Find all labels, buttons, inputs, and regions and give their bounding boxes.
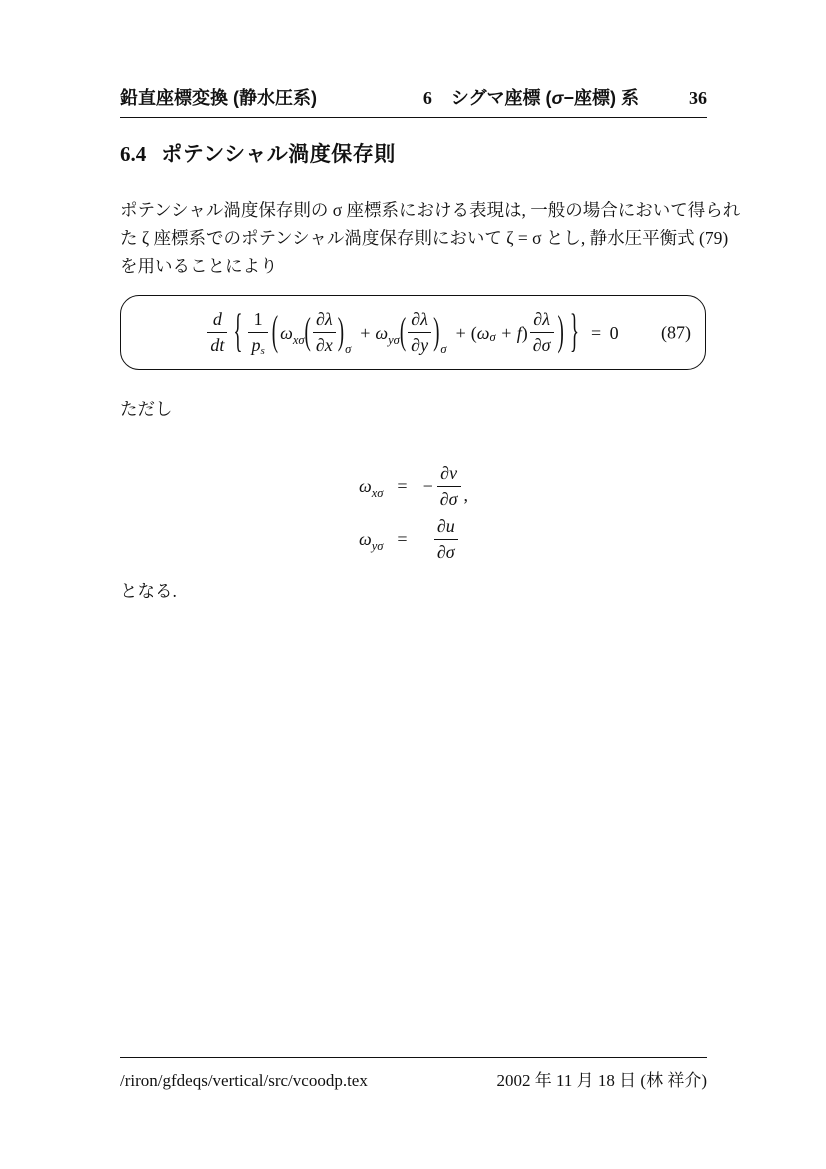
dlambda-dy-group: ( $\frac{\partial\lambda}{\partial y}$ ) σ bbox=[399, 309, 447, 357]
definitions-block bbox=[120, 462, 707, 564]
omega-x-sigma-term: $\omega_{x\sigma}$ bbox=[280, 322, 305, 347]
paragraph-line: た ζ 座標系でのポテンシャル渦度保存則において ζ = σ とし, 静水圧平衡式 (79) bbox=[120, 228, 729, 248]
omega-y-sigma-lhs: $\omega_{y\sigma}$ bbox=[358, 529, 384, 554]
header-section-title: シグマ座標 (σ−座標) 系 bbox=[450, 88, 639, 108]
equation-87-box bbox=[120, 295, 706, 370]
one-over-ps-fraction: $\frac{1}{ps}$ bbox=[248, 308, 267, 356]
dlambda-dx-group: ( $\frac{\partial\lambda}{\partial x}$ ) σ bbox=[304, 309, 352, 357]
footer-source-path: /riron/gfdeqs/vertical/src/vcoodp.tex bbox=[120, 1071, 368, 1090]
section-heading-number: 6.4 bbox=[120, 142, 147, 166]
left-paren: ( bbox=[399, 311, 407, 354]
header-right bbox=[423, 84, 707, 110]
outer-left-paren: ( bbox=[271, 309, 279, 356]
ddt-fraction: $\frac{d}{dt}$ bbox=[207, 308, 227, 356]
equals-sign: = bbox=[397, 529, 409, 550]
header-section-number: 6 bbox=[422, 88, 432, 108]
right-paren: ) bbox=[433, 311, 440, 354]
equals-sign: = bbox=[397, 475, 409, 496]
minus-sign: − bbox=[422, 475, 433, 496]
body-paragraph bbox=[120, 196, 741, 280]
omega-y-sigma-rhs: $\frac{\partial u}{\partial\sigma}$ bbox=[430, 515, 461, 563]
omega-x-sigma-rhs: − $\frac{\partial v}{\partial\sigma}$ , bbox=[422, 463, 469, 509]
plus-operator: + bbox=[455, 322, 466, 343]
omega-y-sigma-term: $\omega_{y\sigma}$ bbox=[375, 322, 400, 347]
right-brace: } bbox=[569, 306, 579, 359]
sigma-symbol: σ bbox=[551, 88, 564, 108]
omega-sigma-plus-f-factor: ( ω σ + f ) bbox=[470, 322, 528, 345]
plus-operator: + bbox=[360, 322, 371, 343]
sigma-subscript: σ bbox=[345, 342, 352, 357]
header-page-number: 36 bbox=[689, 88, 707, 108]
paragraph-line: ポテンシャル渦度保存則の σ 座標系における表現は, 一般の場合において得られ bbox=[120, 200, 741, 220]
left-paren: ( bbox=[304, 311, 311, 354]
header-left-title: 鉛直座標変換 (静水圧系) bbox=[120, 88, 317, 108]
equals-zero: = 0 bbox=[591, 322, 621, 343]
running-header bbox=[120, 84, 707, 118]
page-footer bbox=[120, 1057, 707, 1091]
sigma-subscript: σ bbox=[440, 342, 447, 357]
comma: , bbox=[463, 484, 469, 505]
omega-x-sigma-lhs: $\omega_{x\sigma}$ bbox=[358, 475, 384, 500]
equation-number-tag: (87) bbox=[661, 322, 691, 342]
equation-87 bbox=[205, 306, 621, 359]
tadashi-text: ただし bbox=[120, 399, 173, 419]
section-heading-title: ポテンシャル渦度保存則 bbox=[161, 143, 396, 166]
left-brace: { bbox=[233, 306, 243, 359]
dlambda-dsigma-fraction: $\frac{\partial\lambda}{\partial\sigma}$ bbox=[530, 308, 554, 356]
footer-date-author: 2002 年 11 月 18 日 (林 祥介) bbox=[496, 1071, 707, 1090]
tonaru-text: となる. bbox=[120, 581, 177, 601]
outer-right-paren: ) bbox=[557, 309, 564, 356]
right-paren: ) bbox=[337, 311, 345, 354]
paragraph-line: を用いることにより bbox=[120, 256, 278, 276]
section-heading bbox=[120, 138, 396, 168]
